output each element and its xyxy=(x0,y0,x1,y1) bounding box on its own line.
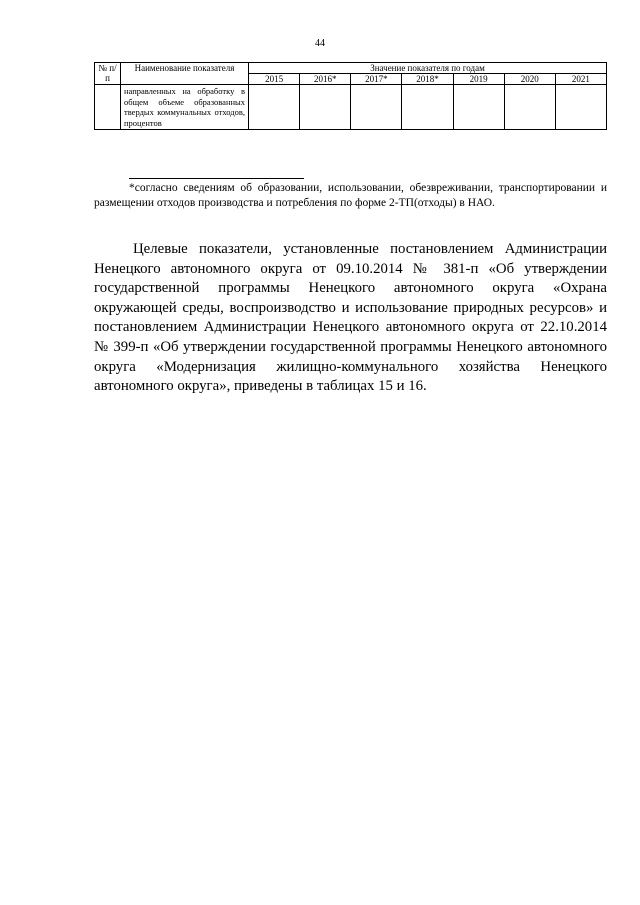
row-value xyxy=(402,85,453,130)
header-num: № п/п xyxy=(95,63,121,85)
row-value xyxy=(504,85,555,130)
row-value xyxy=(555,85,606,130)
body-paragraph: Целевые показатели, установленные постановлением Администрации Ненецкого автономного округа от 09.10.2014 № 381-п «Об утверждении государственной программы Ненецкого автономного округа «Охрана окружающей среды, воспроизводство и использование природных ресурсов» и постановлением Администрации Ненецкого автономного округа от 22.10.2014 № 399-п «Об утверждении государственной программы Ненецкого автономного округа «Модернизация жилищно-коммунального хозяйства Ненецкого автономного округа», приведены в таблицах 15 и 16. xyxy=(94,241,607,395)
header-year: 2015 xyxy=(249,74,300,85)
row-value xyxy=(351,85,402,130)
page-number: 44 xyxy=(315,38,325,49)
header-year: 2020 xyxy=(504,74,555,85)
table-header-row xyxy=(95,63,607,74)
header-values-title: Значение показателя по годам xyxy=(249,63,607,74)
header-year: 2019 xyxy=(453,74,504,85)
footnote: *согласно сведениям об образовании, использовании, обезвреживании, транспортировании и размещении отходов производства и потребления по форме 2-ТП(отходы) в НАО. xyxy=(94,182,607,209)
header-year: 2021 xyxy=(555,74,606,85)
row-value xyxy=(453,85,504,130)
header-year: 2016* xyxy=(300,74,351,85)
table-row xyxy=(95,85,607,130)
row-value xyxy=(300,85,351,130)
indicators-table xyxy=(94,62,607,130)
footnote-rule xyxy=(129,178,304,179)
row-num xyxy=(95,85,121,130)
header-name: Наименование показателя xyxy=(121,63,249,85)
row-value xyxy=(249,85,300,130)
header-year: 2018* xyxy=(402,74,453,85)
row-indicator-name: направленных на обработку в общем объеме образованных твердых коммунальных отходов, процентов xyxy=(121,85,249,130)
header-year: 2017* xyxy=(351,74,402,85)
